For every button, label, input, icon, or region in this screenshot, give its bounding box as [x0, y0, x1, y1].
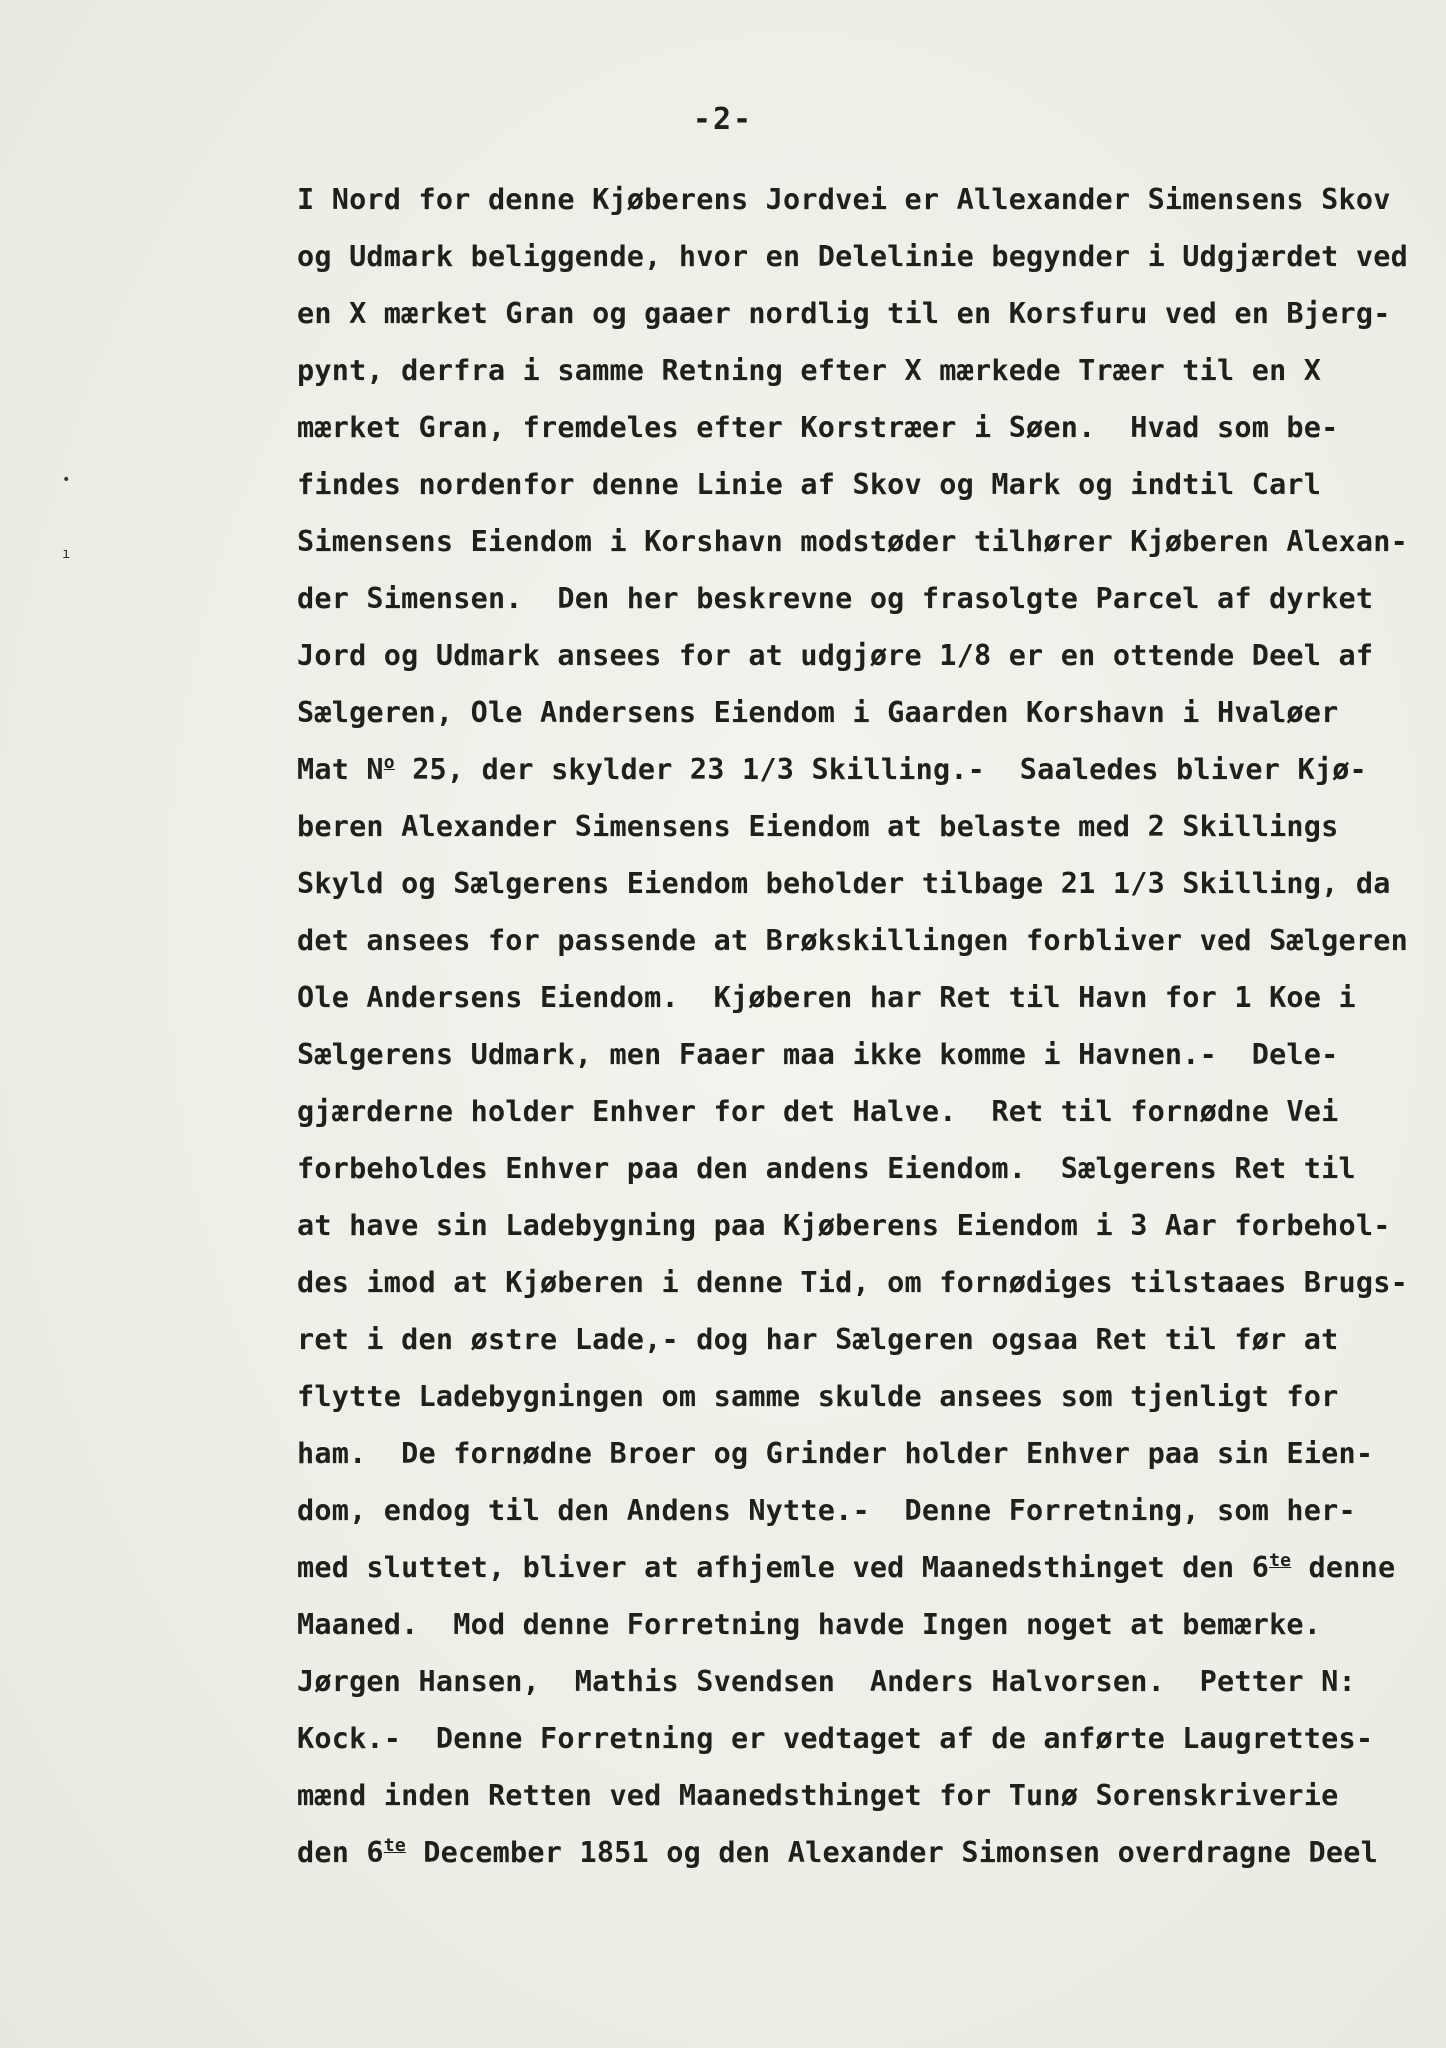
- text-line: mænd inden Retten ved Maanedsthinget for Tunø Sorenskriverie: [297, 1779, 1339, 1812]
- text-line: Jord og Udmark ansees for at udgjøre 1/8 er en ottende Deel af: [297, 639, 1374, 672]
- margin-mark: •: [62, 472, 71, 488]
- text-line: det ansees for passende at Brøkskillingen forbliver ved Sælgeren: [297, 924, 1408, 957]
- text-line: [297, 1544, 1417, 1601]
- text-line: Jørgen Hansen, Mathis Svendsen Anders Halvorsen. Petter N:: [297, 1665, 1356, 1698]
- line-segment: 25, der skylder 23 1/3 Skilling.- Saaledes bliver Kjø-: [394, 753, 1367, 786]
- text-line: Ole Andersens Eiendom. Kjøberen har Ret til Havn for 1 Koe i: [297, 981, 1356, 1014]
- text-line: findes nordenfor denne Linie af Skov og Mark og indtil Carl: [297, 468, 1322, 501]
- superscript: o: [383, 752, 395, 773]
- text-line: I Nord for denne Kjøberens Jordvei er Allexander Simensens Skov: [297, 183, 1391, 216]
- line-segment: med sluttet, bliver at afhjemle ved Maanedsthinget den 6: [297, 1551, 1270, 1584]
- text-line: mærket Gran, fremdeles efter Korstræer i Søen. Hvad som be-: [297, 411, 1339, 444]
- text-line: Maaned. Mod denne Forretning havde Ingen noget at bemærke.: [297, 1608, 1322, 1641]
- text-line: Kock.- Denne Forretning er vedtaget af de anførte Laugrettes-: [297, 1722, 1374, 1755]
- text-line: gjærderne holder Enhver for det Halve. Ret til fornødne Vei: [297, 1095, 1339, 1128]
- line-segment: den 6: [297, 1836, 384, 1869]
- text-line: flytte Ladebygningen om samme skulde ansees som tjenligt for: [297, 1380, 1339, 1413]
- line-segment: Mat N: [297, 753, 384, 786]
- body-text: [297, 176, 1417, 1886]
- text-line: Skyld og Sælgerens Eiendom beholder tilbage 21 1/3 Skilling, da: [297, 867, 1391, 900]
- text-line: pynt, derfra i samme Retning efter X mærkede Træer til en X: [297, 354, 1322, 387]
- text-line: der Simensen. Den her beskrevne og frasolgte Parcel af dyrket: [297, 582, 1374, 615]
- text-line: Sælgerens Udmark, men Faaer maa ikke komme i Havnen.- Dele-: [297, 1038, 1339, 1071]
- page-number: -2-: [692, 102, 754, 137]
- text-line: Simensens Eiendom i Korshavn modstøder tilhører Kjøberen Alexan-: [297, 525, 1408, 558]
- text-line: beren Alexander Simensens Eiendom at belaste med 2 Skillings: [297, 810, 1339, 843]
- line-segment: December 1851 og den Alexander Simonsen overdragne Deel: [405, 1836, 1378, 1869]
- text-line: en X mærket Gran og gaaer nordlig til en Korsfuru ved en Bjerg-: [297, 297, 1391, 330]
- text-line: dom, endog til den Andens Nytte.- Denne Forretning, som her-: [297, 1494, 1356, 1527]
- text-line: og Udmark beliggende, hvor en Delelinie begynder i Udgjærdet ved: [297, 240, 1408, 273]
- text-line: des imod at Kjøberen i denne Tid, om fornødiges tilstaaes Brugs-: [297, 1266, 1408, 1299]
- text-line: at have sin Ladebygning paa Kjøberens Eiendom i 3 Aar forbehol-: [297, 1209, 1391, 1242]
- text-line: ham. De fornødne Broer og Grinder holder Enhver paa sin Eien-: [297, 1437, 1374, 1470]
- text-line: [297, 1829, 1417, 1886]
- text-line: forbeholdes Enhver paa den andens Eiendom. Sælgerens Ret til: [297, 1152, 1356, 1185]
- text-line: [297, 746, 1417, 803]
- superscript: te: [383, 1835, 406, 1856]
- superscript: te: [1269, 1550, 1292, 1571]
- text-line: Sælgeren, Ole Andersens Eiendom i Gaarden Korshavn i Hvaløer: [297, 696, 1339, 729]
- text-line: ret i den østre Lade,- dog har Sælgeren ogsaa Ret til før at: [297, 1323, 1339, 1356]
- margin-mark: ı: [62, 546, 71, 562]
- line-segment: denne: [1291, 1551, 1396, 1584]
